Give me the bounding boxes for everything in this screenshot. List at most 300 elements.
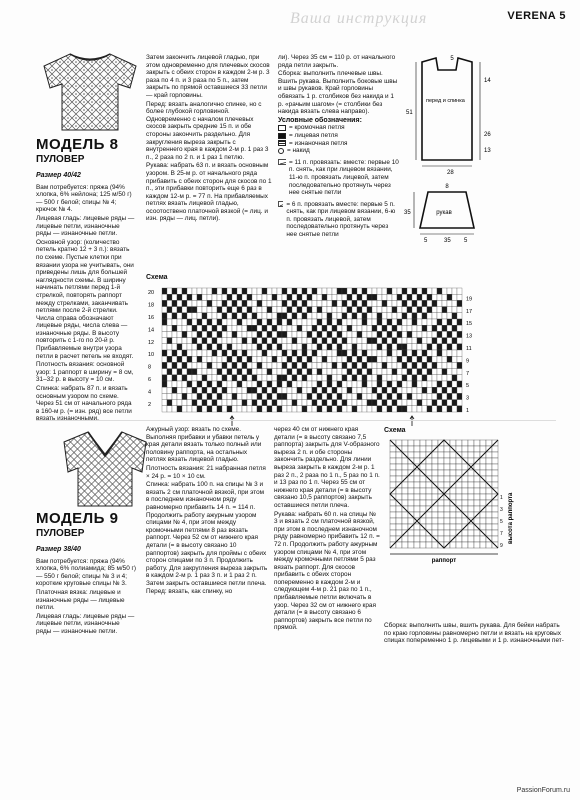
chart8-cell bbox=[242, 369, 247, 375]
chart8-cell bbox=[222, 313, 227, 319]
chart8-cell bbox=[347, 288, 352, 294]
chart8-cell bbox=[182, 288, 187, 294]
chart8-cell bbox=[227, 338, 232, 344]
chart9-cell bbox=[432, 464, 438, 470]
chart8-cell bbox=[247, 325, 252, 331]
chart8-cell bbox=[182, 387, 187, 393]
chart8-cell bbox=[262, 338, 267, 344]
chart9-cell bbox=[426, 464, 432, 470]
chart9-cell bbox=[402, 536, 408, 542]
chart8-cell bbox=[317, 313, 322, 319]
chart8-cell bbox=[352, 369, 357, 375]
chart8-cell bbox=[197, 381, 202, 387]
chart8-cell bbox=[447, 331, 452, 337]
chart9-cell bbox=[474, 536, 480, 542]
chart8-cell bbox=[407, 300, 412, 306]
chart8-cell bbox=[437, 338, 442, 344]
chart8-cell bbox=[417, 313, 422, 319]
chart8-cell bbox=[387, 325, 392, 331]
chart8-cell bbox=[227, 406, 232, 412]
chart9-cell bbox=[492, 476, 498, 482]
chart8-cell bbox=[427, 393, 432, 399]
chart8-cell bbox=[252, 338, 257, 344]
model9-column-3 bbox=[274, 426, 380, 633]
chart8-cell bbox=[267, 338, 272, 344]
chart8-cell bbox=[347, 313, 352, 319]
chart8-cell bbox=[232, 393, 237, 399]
chart8-cell bbox=[362, 319, 367, 325]
chart8-cell bbox=[397, 300, 402, 306]
chart8-cell bbox=[342, 294, 347, 300]
chart8-cell bbox=[277, 325, 282, 331]
chart8-cell bbox=[432, 313, 437, 319]
chart8-cell bbox=[362, 325, 367, 331]
chart9-cell bbox=[480, 464, 486, 470]
chart8-cell bbox=[227, 369, 232, 375]
chart8-cell bbox=[182, 300, 187, 306]
chart8-cell bbox=[277, 350, 282, 356]
chart8-cell bbox=[412, 375, 417, 381]
chart8-cell bbox=[427, 350, 432, 356]
model9-lace-chart bbox=[384, 436, 572, 566]
chart8-cell bbox=[297, 307, 302, 313]
chart8-cell bbox=[437, 369, 442, 375]
chart8-cell bbox=[307, 393, 312, 399]
chart8-cell bbox=[232, 338, 237, 344]
chart9-cell bbox=[474, 500, 480, 506]
chart8-cell bbox=[262, 319, 267, 325]
chart8-cell bbox=[342, 381, 347, 387]
body-dim-right-bottom: 26 bbox=[484, 132, 491, 138]
chart8-cell bbox=[217, 381, 222, 387]
chart8-row-label-left: 12 bbox=[148, 339, 155, 346]
chart8-cell bbox=[362, 369, 367, 375]
chart8-cell bbox=[372, 325, 377, 331]
chart8-cell bbox=[182, 350, 187, 356]
chart8-cell bbox=[437, 356, 442, 362]
chart9-cell bbox=[426, 500, 432, 506]
chart9-cell bbox=[408, 446, 414, 452]
chart8-cell bbox=[192, 319, 197, 325]
chart8-cell bbox=[412, 387, 417, 393]
chart9-cell bbox=[408, 506, 414, 512]
chart8-cell bbox=[242, 387, 247, 393]
chart8-cell bbox=[352, 356, 357, 362]
chart8-cell bbox=[352, 350, 357, 356]
chart8-cell bbox=[307, 356, 312, 362]
chart8-cell bbox=[287, 350, 292, 356]
chart9-cell bbox=[402, 482, 408, 488]
chart8-cell bbox=[397, 400, 402, 406]
chart8-cell bbox=[387, 381, 392, 387]
chart8-cell bbox=[377, 369, 382, 375]
chart8-cell bbox=[277, 331, 282, 337]
chart8-cell bbox=[287, 387, 292, 393]
chart8-cell bbox=[372, 393, 377, 399]
chart8-cell bbox=[437, 350, 442, 356]
chart8-cell bbox=[432, 288, 437, 294]
chart8-cell bbox=[377, 294, 382, 300]
chart8-cell bbox=[222, 356, 227, 362]
chart8-cell bbox=[452, 344, 457, 350]
chart8-cell bbox=[442, 325, 447, 331]
chart8-cell bbox=[437, 375, 442, 381]
chart8-cell bbox=[302, 325, 307, 331]
model8-gauge: Плотность вязания: основной узор: 1 раппорт в ширину = 8 см, 31–32 р. в высоту = 10 см. bbox=[36, 361, 134, 384]
chart8-cell bbox=[282, 288, 287, 294]
chart8-cell bbox=[282, 313, 287, 319]
chart8-cell bbox=[417, 325, 422, 331]
chart8-cell bbox=[207, 344, 212, 350]
chart8-cell bbox=[332, 313, 337, 319]
chart8-cell bbox=[212, 344, 217, 350]
chart8-cell bbox=[267, 350, 272, 356]
chart8-cell bbox=[332, 300, 337, 306]
chart8-cell bbox=[322, 294, 327, 300]
chart8-cell bbox=[217, 387, 222, 393]
chart8-cell bbox=[417, 331, 422, 337]
chart9-cell bbox=[432, 530, 438, 536]
chart8-cell bbox=[272, 307, 277, 313]
chart8-cell bbox=[212, 393, 217, 399]
chart8-cell bbox=[432, 344, 437, 350]
chart8-cell bbox=[262, 307, 267, 313]
chart8-cell bbox=[372, 300, 377, 306]
chart8-cell bbox=[327, 288, 332, 294]
chart8-cell bbox=[202, 319, 207, 325]
chart8-cell bbox=[257, 400, 262, 406]
chart8-cell bbox=[452, 338, 457, 344]
chart8-cell bbox=[262, 313, 267, 319]
chart8-cell bbox=[162, 300, 167, 306]
chart8-cell bbox=[242, 331, 247, 337]
chart9-cell bbox=[408, 452, 414, 458]
chart8-cell bbox=[382, 375, 387, 381]
chart9-cell bbox=[492, 500, 498, 506]
chart8-cell bbox=[242, 294, 247, 300]
chart8-cell bbox=[412, 350, 417, 356]
rapport-arrow-icon bbox=[230, 416, 234, 426]
chart8-cell bbox=[432, 350, 437, 356]
chart8-cell bbox=[342, 331, 347, 337]
chart8-cell bbox=[387, 369, 392, 375]
chart8-cell bbox=[427, 288, 432, 294]
chart8-cell bbox=[302, 288, 307, 294]
chart8-cell bbox=[372, 350, 377, 356]
chart8-cell bbox=[422, 300, 427, 306]
chart9-cell bbox=[456, 542, 462, 548]
chart8-cell bbox=[407, 338, 412, 344]
chart8-cell bbox=[232, 362, 237, 368]
chart8-cell bbox=[422, 400, 427, 406]
chart9-cell bbox=[390, 482, 396, 488]
chart9-cell bbox=[414, 458, 420, 464]
chart8-cell bbox=[442, 381, 447, 387]
chart8-cell bbox=[407, 406, 412, 412]
chart9-cell bbox=[486, 530, 492, 536]
chart8-cell bbox=[222, 300, 227, 306]
chart9-cell bbox=[438, 524, 444, 530]
chart8-cell bbox=[447, 362, 452, 368]
chart8-cell bbox=[202, 369, 207, 375]
chart8-cell bbox=[237, 362, 242, 368]
chart8-cell bbox=[447, 338, 452, 344]
chart8-cell bbox=[282, 294, 287, 300]
chart8-cell bbox=[412, 344, 417, 350]
chart9-cell bbox=[486, 476, 492, 482]
chart8-cell bbox=[342, 338, 347, 344]
chart9-cell bbox=[474, 530, 480, 536]
chart9-cell bbox=[396, 494, 402, 500]
chart9-cell bbox=[426, 470, 432, 476]
chart8-cell bbox=[362, 375, 367, 381]
chart8-cell bbox=[382, 393, 387, 399]
chart8-cell bbox=[277, 369, 282, 375]
chart8-cell bbox=[442, 307, 447, 313]
chart8-cell bbox=[447, 300, 452, 306]
chart8-cell bbox=[372, 400, 377, 406]
chart8-cell bbox=[372, 288, 377, 294]
chart9-cell bbox=[414, 452, 420, 458]
chart8-cell bbox=[167, 375, 172, 381]
sleeve-dim-left: 35 bbox=[404, 210, 411, 216]
chart8-cell bbox=[272, 381, 277, 387]
chart8-cell bbox=[187, 369, 192, 375]
chart8-cell bbox=[347, 369, 352, 375]
chart8-cell bbox=[282, 350, 287, 356]
chart8-cell bbox=[237, 350, 242, 356]
chart8-cell bbox=[232, 307, 237, 313]
chart8-cell bbox=[447, 307, 452, 313]
chart8-cell bbox=[242, 344, 247, 350]
chart8-cell bbox=[392, 325, 397, 331]
chart8-cell bbox=[167, 362, 172, 368]
chart9-cell bbox=[444, 530, 450, 536]
chart9-cell bbox=[408, 440, 414, 446]
chart8-cell bbox=[357, 381, 362, 387]
chart8-row-label-right: 17 bbox=[466, 308, 473, 315]
chart8-cell bbox=[347, 400, 352, 406]
chart8-cell bbox=[237, 356, 242, 362]
chart9-cell bbox=[474, 488, 480, 494]
chart8-cell bbox=[247, 331, 252, 337]
chart9-cell bbox=[390, 476, 396, 482]
chart8-cell bbox=[392, 307, 397, 313]
chart8-cell bbox=[217, 338, 222, 344]
chart8-cell bbox=[217, 294, 222, 300]
chart8-cell bbox=[292, 387, 297, 393]
chart8-cell bbox=[292, 406, 297, 412]
chart8-cell bbox=[307, 387, 312, 393]
chart8-cell bbox=[207, 338, 212, 344]
body-dim-bottom: 28 bbox=[447, 170, 454, 176]
chart8-cell bbox=[437, 344, 442, 350]
decrease-11-symbol-icon bbox=[278, 159, 286, 165]
chart8-cell bbox=[312, 387, 317, 393]
chart8-cell bbox=[292, 319, 297, 325]
chart8-cell bbox=[362, 381, 367, 387]
chart8-cell bbox=[397, 369, 402, 375]
chart8-cell bbox=[342, 319, 347, 325]
chart8-cell bbox=[402, 393, 407, 399]
chart8-cell bbox=[377, 375, 382, 381]
chart8-cell bbox=[377, 288, 382, 294]
chart8-cell bbox=[197, 288, 202, 294]
chart9-cell bbox=[408, 500, 414, 506]
chart8-cell bbox=[167, 294, 172, 300]
chart8-cell bbox=[402, 356, 407, 362]
chart9-cell bbox=[408, 488, 414, 494]
chart8-cell bbox=[262, 331, 267, 337]
header-watermark: Ваша инструкция bbox=[290, 10, 428, 27]
chart8-cell bbox=[167, 350, 172, 356]
chart8-cell bbox=[367, 393, 372, 399]
chart8-cell bbox=[352, 400, 357, 406]
model8-column-1 bbox=[36, 136, 136, 424]
chart8-cell bbox=[162, 338, 167, 344]
chart8-cell bbox=[427, 406, 432, 412]
chart8-cell bbox=[452, 356, 457, 362]
chart8-cell bbox=[327, 294, 332, 300]
chart8-cell bbox=[287, 307, 292, 313]
chart8-cell bbox=[412, 294, 417, 300]
chart8-cell bbox=[297, 288, 302, 294]
chart8-cell bbox=[227, 294, 232, 300]
chart8-cell bbox=[192, 307, 197, 313]
chart8-cell bbox=[457, 350, 462, 356]
chart8-cell bbox=[362, 356, 367, 362]
chart8-cell bbox=[372, 344, 377, 350]
sleeve-label: рукав bbox=[436, 210, 452, 216]
chart9-cell bbox=[474, 446, 480, 452]
chart9-cell bbox=[432, 470, 438, 476]
chart8-cell bbox=[262, 325, 267, 331]
chart8-cell bbox=[292, 350, 297, 356]
chart9-cell bbox=[474, 464, 480, 470]
footer-site: PassionForum.ru bbox=[516, 787, 570, 794]
chart9-cell bbox=[432, 488, 438, 494]
chart8-cell bbox=[317, 294, 322, 300]
chart8-cell bbox=[352, 338, 357, 344]
chart9-cell bbox=[444, 446, 450, 452]
chart9-cell bbox=[480, 536, 486, 542]
chart9-cell bbox=[468, 542, 474, 548]
chart9-cell bbox=[426, 482, 432, 488]
chart8-cell bbox=[312, 393, 317, 399]
chart9-cell bbox=[480, 542, 486, 548]
chart8-cell bbox=[207, 406, 212, 412]
chart9-cell bbox=[456, 464, 462, 470]
chart8-cell bbox=[392, 344, 397, 350]
chart8-row-label-left: 14 bbox=[148, 327, 155, 334]
chart8-cell bbox=[362, 406, 367, 412]
chart8-cell bbox=[407, 294, 412, 300]
chart8-cell bbox=[457, 288, 462, 294]
chart8-cell bbox=[372, 362, 377, 368]
chart8-cell bbox=[192, 338, 197, 344]
chart9-cell bbox=[450, 542, 456, 548]
chart8-cell bbox=[257, 325, 262, 331]
chart8-cell bbox=[332, 400, 337, 406]
chart8-cell bbox=[307, 307, 312, 313]
chart9-cell bbox=[390, 536, 396, 542]
chart8-cell bbox=[407, 362, 412, 368]
chart8-cell bbox=[182, 294, 187, 300]
chart9-cell bbox=[402, 500, 408, 506]
chart8-cell bbox=[172, 331, 177, 337]
chart8-cell bbox=[372, 356, 377, 362]
chart8-cell bbox=[452, 400, 457, 406]
chart8-cell bbox=[252, 294, 257, 300]
chart8-cell bbox=[207, 369, 212, 375]
chart8-cell bbox=[357, 406, 362, 412]
chart9-cell bbox=[486, 518, 492, 524]
chart8-cell bbox=[367, 338, 372, 344]
chart8-cell bbox=[402, 344, 407, 350]
chart8-cell bbox=[387, 288, 392, 294]
chart9-cell bbox=[420, 464, 426, 470]
chart8-cell bbox=[432, 393, 437, 399]
chart8-cell bbox=[377, 400, 382, 406]
chart8-cell bbox=[317, 338, 322, 344]
chart9-cell bbox=[492, 512, 498, 518]
chart8-cell bbox=[452, 369, 457, 375]
chart8-cell bbox=[382, 400, 387, 406]
chart8-cell bbox=[312, 294, 317, 300]
chart8-cell bbox=[242, 307, 247, 313]
chart8-cell bbox=[222, 381, 227, 387]
chart8-cell bbox=[367, 400, 372, 406]
chart8-cell bbox=[342, 369, 347, 375]
chart8-cell bbox=[402, 338, 407, 344]
chart8-cell bbox=[412, 362, 417, 368]
chart8-cell bbox=[432, 362, 437, 368]
chart8-cell bbox=[237, 375, 242, 381]
chart8-cell bbox=[227, 319, 232, 325]
chart8-cell bbox=[362, 393, 367, 399]
chart8-cell bbox=[242, 300, 247, 306]
chart8-cell bbox=[287, 369, 292, 375]
chart9-cell bbox=[414, 542, 420, 548]
chart8-cell bbox=[192, 288, 197, 294]
chart8-cell bbox=[237, 288, 242, 294]
chart8-cell bbox=[167, 400, 172, 406]
chart8-cell bbox=[217, 406, 222, 412]
chart8-cell bbox=[302, 393, 307, 399]
chart8-cell bbox=[347, 356, 352, 362]
model9-back: Спинка: набрать 100 п. на спицы № 3 и вязать 2 см платочной вязкой, при этом в последнем изнаночном ряду равномерно прибавить 14 п. = 114 п. Продолжить работу ажурным узором спицами № 4, при этом между кромочными петлями 8 раз вязать раппорт. Через 52 см от нижнего края детали (= в высоту связано 10 раппортов) закрыть для проймы с обеих сторон спицами по 3 п. Продолжить работу. Для закругления выреза закрыть в каждом 2-м р. 1 раз 3 п. и 1 раз 2 п. Затем закрыть оставшиеся петли плеча. bbox=[146, 481, 268, 587]
chart8-cell bbox=[232, 288, 237, 294]
chart8-cell bbox=[357, 313, 362, 319]
chart8-cell bbox=[212, 325, 217, 331]
chart8-cell bbox=[172, 406, 177, 412]
chart8-cell bbox=[362, 300, 367, 306]
chart8-cell bbox=[222, 325, 227, 331]
chart9-cell bbox=[468, 470, 474, 476]
chart8-cell bbox=[312, 406, 317, 412]
chart8-row-label-right: 9 bbox=[466, 358, 470, 365]
chart9-cell bbox=[480, 494, 486, 500]
chart8-cell bbox=[287, 356, 292, 362]
chart8-cell bbox=[182, 369, 187, 375]
chart8-cell bbox=[327, 350, 332, 356]
chart8-cell bbox=[277, 338, 282, 344]
chart8-cell bbox=[222, 400, 227, 406]
chart9-cell bbox=[420, 488, 426, 494]
chart8-row-label-left: 4 bbox=[148, 389, 152, 396]
chart9-cell bbox=[432, 542, 438, 548]
chart8-cell bbox=[297, 344, 302, 350]
